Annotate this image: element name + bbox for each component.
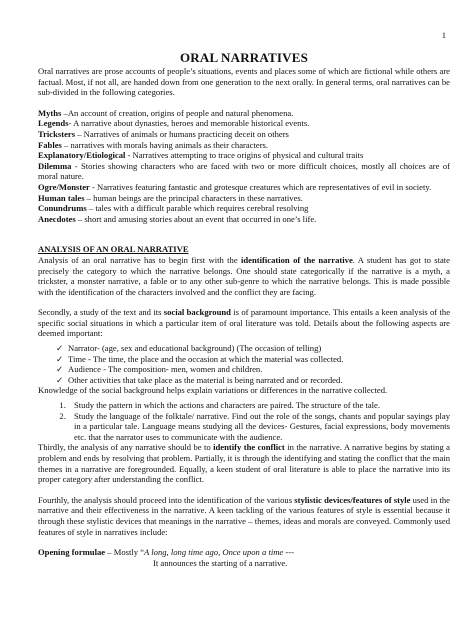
- checklist-item: ✓ Time - The time, the place and the occasion at which the material was collected.: [56, 353, 344, 364]
- opening-formulae-note: It announces the starting of a narrative.: [153, 557, 288, 568]
- category-ogre-monster: [38, 182, 450, 193]
- category-text: – short and amusing stories about an event that occurred in one’s life.: [75, 213, 317, 224]
- analysis-paragraph-4: Thirdly, the analysis of any narrative should be to identify the conflict in the narrative. A narrative begins by stating a problem and ends by resolving that problem. Partially, it is through the identifying and stating the conflict that the main themes in a narrative are foregrounded. Equally, a keen student of oral literature is able to place the narrative into its proper category after understanding the conflict.: [38, 442, 450, 485]
- category-human-tales: [38, 193, 450, 204]
- category-anecdotes: [38, 214, 450, 225]
- category-text: – tales with a difficult parable which requires cerebral resolving: [86, 203, 309, 214]
- intro-paragraph: Oral narratives are prose accounts of people’s situations, events and places some of which are fictional while others are factual. Most, if not all, are handed down from one generation to the next orally. In general terms, oral narratives can be sub-divided in the following categories.: [38, 66, 450, 98]
- category-explanatory: [38, 150, 450, 161]
- category-text: – human beings are the principal characters in these narratives.: [84, 192, 303, 203]
- numbered-item: 1. Study the pattern in which the actions and characters are paired. The structure of the tale.: [68, 400, 450, 411]
- document-title: ORAL NARRATIVES: [179, 50, 309, 65]
- category-dilemma: [38, 161, 450, 182]
- category-text: - Narratives featuring fantastic and grotesque creatures which are representatives of evil in society.: [89, 181, 432, 192]
- category-term: Legends: [38, 118, 69, 129]
- checklist-item: ✓ Other activities that take place as the material is being narrated and or recorded.: [56, 374, 343, 385]
- check-icon: ✓: [56, 343, 64, 354]
- analysis-paragraph-5: Fourthly, the analysis should proceed into the identification of the various stylistic devices/features of style used in the narrative and their effectiveness in the narrative. A keen tackling of the various features of style is essential because it through these stylistic devices that meanings in the narrative – themes, ideas and morals are conveyed. Commonly used features of style in narratives include:: [38, 494, 450, 537]
- emphasis: identification of the narrative: [241, 254, 353, 265]
- category-term: Human tales: [38, 192, 85, 203]
- category-fables: [38, 140, 450, 151]
- analysis-paragraph-2: Secondly, a study of the text and its social background is of paramount importance. This entails a keen analysis of the specific social situations in which a particular item of oral literature was told. Details about the following aspects are deemed important:: [38, 307, 451, 339]
- check-icon: ✓: [56, 374, 64, 385]
- category-text: – Narratives of animals or humans practicing deceit on others: [75, 128, 289, 139]
- category-term: Fables: [38, 139, 62, 150]
- page-number: 1: [441, 30, 446, 40]
- checklist: [38, 343, 450, 385]
- category-tricksters: [38, 129, 450, 140]
- category-text: - Stories showing characters who are faced with two or more difficult choices, mostly all choices are of moral nature.: [38, 160, 450, 182]
- numbered-item: 2. Study the language of the folktale/ narrative. Find out the role of the songs, chants and popular sayings play in a particular tale. Language means studying all the devices- Gestures, facial expressions, body movements etc. that the narrator uses to communicate with the audience.: [68, 411, 450, 443]
- category-text: – narratives with morals having animals as their characters.: [61, 139, 269, 150]
- category-term: Tricksters: [38, 128, 76, 139]
- checklist-item: ✓ Narrator- (age, sex and educational background) (The occasion of telling): [56, 343, 322, 354]
- opening-formulae: Opening formulae – Mostly “A long, long time ago, Once upon a time ---: [38, 547, 294, 558]
- checklist-item: ✓ Audience - The composition- men, women and children.: [56, 364, 263, 375]
- category-term: Dilemma: [38, 160, 72, 171]
- category-conundrums: [38, 203, 450, 214]
- emphasis: stylistic devices/features of style: [294, 494, 411, 505]
- category-text: - Narratives attempting to trace origins of physical and cultural traits: [125, 150, 364, 161]
- category-term: Ogre/Monster: [38, 181, 90, 192]
- opening-formulae-term: Opening formulae: [38, 547, 106, 558]
- numbered-list: [38, 400, 450, 442]
- analysis-paragraph-3: Knowledge of the social background helps explain variations or differences in the narrative collected.: [38, 385, 388, 396]
- analysis-paragraph-1: Analysis of an oral narrative has to begin first with the identification of the narrative. A student has got to state precisely the category to which the narrative belongs. One should state categorically if the narrative is a myth, a trickster, a monster narrative, a fable or to any other sub-genre to which the narrative belongs. This is made possible with the identification of the characters involved and the conflict they are facing.: [38, 254, 450, 297]
- category-term: Myths: [38, 107, 62, 118]
- check-icon: ✓: [56, 353, 64, 364]
- category-term: Conundrums: [38, 203, 87, 214]
- emphasis: social background: [163, 307, 231, 318]
- analysis-heading: ANALYSIS OF AN ORAL NARRATIVE: [38, 244, 189, 255]
- category-term: Explanatory/Etiological: [38, 150, 126, 161]
- emphasis: identify the conflict: [213, 442, 285, 453]
- category-legends: [38, 118, 450, 129]
- category-text: –An account of creation, origins of people and natural phenomena.: [61, 107, 294, 118]
- category-myths: [38, 108, 450, 119]
- category-list: [38, 108, 450, 225]
- category-term: Anecdotes: [38, 213, 76, 224]
- document-body: [38, 50, 450, 568]
- opening-formulae-example: A long, long time ago, Once upon a time ---: [144, 547, 294, 558]
- check-icon: ✓: [56, 364, 64, 375]
- category-text: - A narrative about dynasties, heroes and memorable historical events.: [68, 118, 310, 129]
